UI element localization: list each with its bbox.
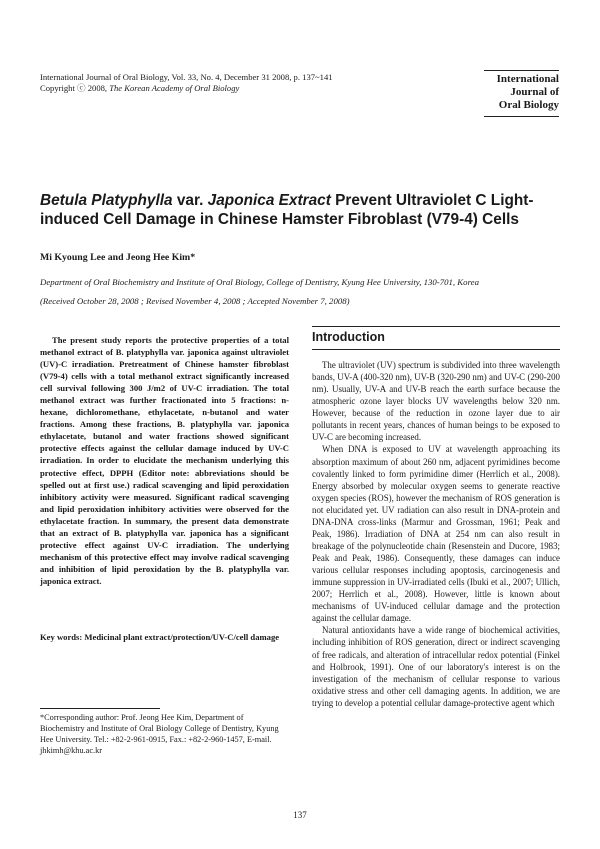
logo-line-1: International (496, 73, 559, 85)
footnote-rule (40, 708, 160, 709)
journal-citation: International Journal of Oral Biology, Vol. 33, No. 4, December 31 2008, p. 137~141 (40, 72, 333, 82)
copyright-org: The Korean Academy of Oral Biology (109, 83, 240, 93)
logo-top-rule (484, 70, 559, 71)
section-heading-introduction: Introduction (312, 330, 385, 344)
keywords: Key words: Medicinal plant extract/protection/UV-C/cell damage (40, 632, 280, 642)
intro-paragraph-3: Natural antioxidants have a wide range of biochemical activities, including inhibition of ROS generation, direct or indirect scavenging of free radicals, and alteration of intracellular redox potential (Finkel and Holbrook, 1991). One of our laboratory's interest is on the investigation of the mechanism of cellular response to various oxidative stress and other cell damaging agents. In addition, we are trying to develop a potential cellular damage-protective agent which (312, 625, 560, 708)
title-var: var. (172, 192, 208, 209)
page-number: 137 (293, 810, 307, 820)
logo-line-2: Journal of (510, 86, 559, 98)
corresponding-author-footnote: *Corresponding author: Prof. Jeong Hee Kim, Department of Biochemistry and Institute of Oral Biology College of Dentistry, Kyung Hee University. Tel.: +82-2-961-0915, Fax.: +82-2-960-1457, E-mail. jhkimh@khu.ac.kr (40, 713, 279, 755)
introduction-body (312, 359, 560, 709)
copyright-prefix: Copyright ⓒ 2008, (40, 83, 110, 93)
intro-paragraph-2: When DNA is exposed to UV at wavelength approaching its absorption maximum of about 260 nm, adjacent pyrimidines become covalently linked to form pyrimidine dimer (Herrlich et al., 2008). Energy absorbed by molecular oxygen seems to generate reactive oxygen species (ROS), however the mechanism of ROS generation is not elucidated yet. UV radiation can also result in DNA-protein and DNA-DNA cross-links (Marmur and Grossman, 1961; Peak and Peak, 1986). Irradiation of DNA at 254 nm can also result in breakage of the polynucleotide chain (Resenstein and Ducore, 1983; Peak and Peak, 1986). Consequently, these damages can induce various cellular responses including apoptosis, carcinogenesis and immune suppression in UV-irradiated cells (Ibuki et al., 2007; Ullich, 2007; Herrlich et al., 2008). However, little is known about mechanisms of UV-induced cellular damage and the protection against the cellular damage. (312, 444, 560, 624)
logo-bottom-rule (484, 116, 559, 117)
title-variety: Japonica Extract (207, 192, 331, 209)
journal-reference (40, 72, 333, 94)
intro-bottom-rule (312, 349, 560, 350)
journal-logo (484, 73, 559, 112)
intro-paragraph-1: The ultraviolet (UV) spectrum is subdivided into three wavelength bands, UV-A (400-320 nm), UV-B (320-290 nm) and UV-C (290-200 nm). Usually, UV-A and UV-B reach the earth surface because the atmospheric ozone layer blocks UV wavelengths below 320 nm. However, because of the reduction in ozone layer due to air pollutants in recent years, chances of human beings to be exposed to UV-C are becoming increased. (312, 360, 560, 443)
logo-line-3: Oral Biology (498, 99, 559, 111)
article-title (40, 191, 560, 229)
received-dates: (Received October 28, 2008 ; Revised November 4, 2008 ; Accepted November 7, 2008) (40, 296, 350, 306)
authors: Mi Kyoung Lee and Jeong Hee Kim* (40, 252, 196, 263)
title-rest: Prevent Ultraviolet C Light-induced Cell Damage in Chinese Hamster Fibroblast (V79-4) Cells (40, 192, 534, 228)
copyright-line (40, 83, 333, 94)
affiliation: Department of Oral Biochemistry and Institute of Oral Biology, College of Dentistry, Kyung Hee University, 130-701, Korea (40, 277, 479, 287)
abstract: The present study reports the protective properties of a total methanol extract of B. platyphylla var. japonica against ultraviolet (UV)-C irradiation. Pretreatment of Chinese hamster fibroblast (V79-4) cells with a total methanol extract significantly increased cell survival following 300 J/m2 of UV-C irradiation. The total methanol extract was further fractionated into 5 fractions: n-hexane, dichloromethane, ethylacetate, n-butanol and water fractions. Among these fractions, B. platyphylla var. japonica ethylacetate, butanol and water fractions showed significant protective effects against the cellular damage induced by UV-C irradiation. In order to elucidate the mechanism underlying this protective effect, DPPH (Editor note: abbreviations should be spelled out at first use.) radical scavenging and lipid peroxidation inhibitory activity were measured. Significant radical scavenging and lipid peroxidation inhibitory activities were observed for the ethylacetate fraction. In summary, the present data demonstrate that an extract of B. platyphylla var. japonica has a significant protective effect against UV-C irradiation. The underlying mechanism of this protective effect may involve radical scavenging and inhibition of lipid peroxidation by the B. platyphylla var. japonica extract. (40, 335, 289, 586)
intro-top-rule (312, 326, 560, 327)
title-species: Betula Platyphylla (40, 192, 173, 209)
